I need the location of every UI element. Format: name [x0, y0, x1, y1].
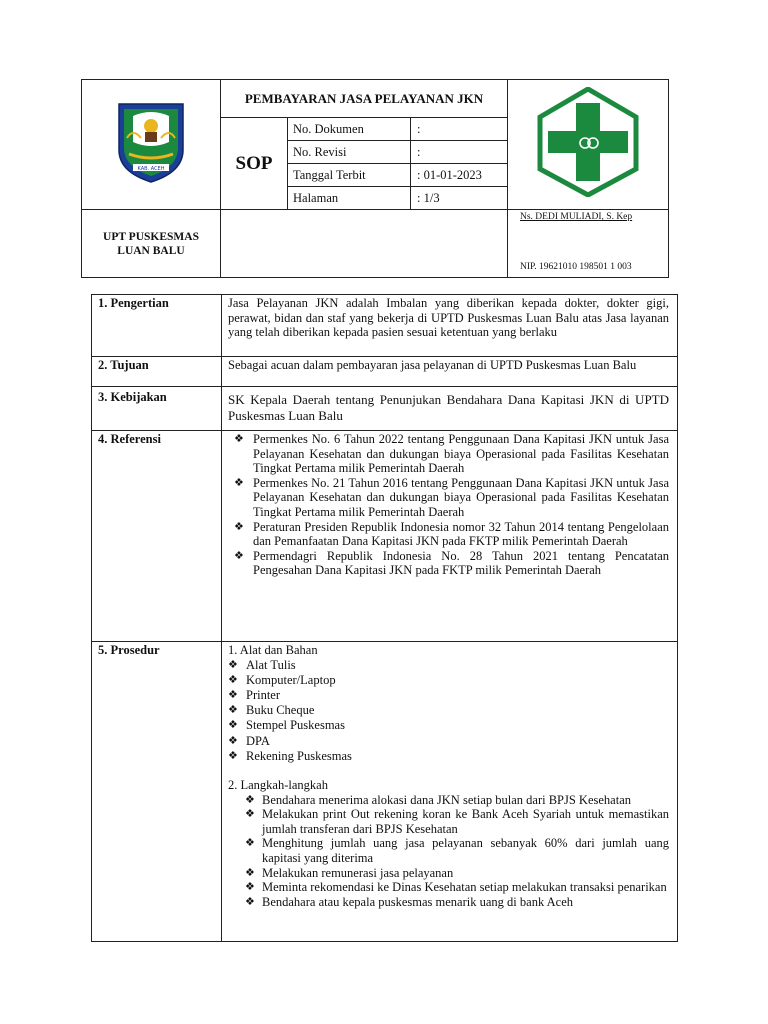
langkah-title: 2. Langkah-langkah	[228, 778, 328, 793]
alat-bahan-title: 1. Alat dan Bahan	[228, 643, 318, 657]
list-item: ❖ Meminta rekomendasi ke Dinas Kesehatan setiap melakukan transaksi penarikan	[245, 880, 667, 895]
list-item: ❖ Komputer/Laptop	[228, 672, 336, 687]
document-title: PEMBAYARAN JASA PELAYANAN JKN	[221, 80, 508, 118]
diamond-bullet-icon: ❖	[228, 689, 238, 701]
list-item: ❖ Permendagri Republik Indonesia No. 28 Tahun 2021 tentang Pencatatan Pengesahan Dana Kapitasi JKN pada FKTP milik Pemerintah Daerah	[234, 548, 669, 578]
diamond-bullet-icon: ❖	[245, 808, 255, 821]
list-item: ❖ Permenkes No. 6 Tahun 2022 tentang Penggunaan Dana Kapitasi JKN untuk Jasa Pelayanan Kesehatan dan dukungan biaya Operasional pada Fasilitas Kesehatan Tingkat Pertama milik Pemerintah Daerah	[234, 432, 669, 476]
diamond-bullet-icon: ❖	[245, 881, 255, 894]
list-item: ❖ Bendahara menerima alokasi dana JKN setiap bulan dari BPJS Kesehatan	[245, 792, 631, 807]
field-value-no-revisi: :	[411, 141, 508, 164]
diamond-bullet-icon: ❖	[245, 837, 255, 850]
puskesmas-cross-logo-icon	[532, 87, 644, 197]
logo-caption: KAB. ACEH	[137, 166, 165, 172]
list-item: ❖ Melakukan print Out rekening koran ke Bank Aceh Syariah untuk memastikan jumlah transferan dari BPJS Kesehatan	[245, 807, 669, 836]
diamond-bullet-icon: ❖	[234, 520, 244, 533]
list-item: ❖ Rekening Puskesmas	[228, 748, 352, 763]
list-item: ❖ Alat Tulis	[228, 657, 296, 672]
diamond-bullet-icon: ❖	[228, 749, 238, 762]
diamond-bullet-icon: ❖	[234, 549, 244, 562]
list-item: ❖ Printer	[228, 688, 281, 702]
label-referensi: 4. Referensi	[92, 431, 222, 642]
row-prosedur	[92, 642, 678, 942]
field-value-halaman: : 1/3	[411, 187, 508, 210]
diamond-bullet-icon: ❖	[228, 734, 238, 747]
list-item: ❖ Melakukan remunerasi jasa pelayanan	[245, 865, 454, 880]
blank-cell	[221, 210, 508, 278]
referensi-list	[224, 432, 669, 578]
signature-cell	[508, 210, 669, 278]
sop-header-table	[81, 79, 669, 278]
row-kebijakan	[92, 387, 678, 431]
row-referensi	[92, 431, 678, 642]
list-item: ❖ DPA	[228, 733, 270, 748]
list-item: ❖ Peraturan Presiden Republik Indonesia nomor 32 Tahun 2014 tentang Pengelolaan dan Pemanfaatan Dana Kapitasi JKN pada FKTP milik Pemerintah Daerah	[234, 519, 669, 549]
diamond-bullet-icon: ❖	[228, 704, 238, 717]
puskesmas-logo-cell	[508, 80, 669, 210]
signatory-nip: NIP. 19621010 198501 1 003	[520, 262, 632, 272]
field-label-no-revisi: No. Revisi	[288, 141, 411, 164]
label-tujuan: 2. Tujuan	[92, 357, 222, 387]
text-tujuan: Sebagai acuan dalam pembayaran jasa pelayanan di UPTD Puskesmas Luan Balu	[222, 357, 678, 387]
referensi-content	[222, 431, 678, 642]
list-item: ❖ Bendahara atau kepala puskesmas menarik uang di bank Aceh	[245, 894, 573, 909]
list-item: ❖ Permenkes No. 21 Tahun 2016 tentang Penggunaan Dana Kapitasi JKN untuk Jasa Pelayanan Kesehatan dan dukungan biaya Operasional pada Fasilitas Kesehatan Tingkat Pertama milik Pemerintah Daerah	[234, 475, 669, 519]
unit-name: UPT PUSKESMAS LUAN BALU	[82, 210, 221, 278]
diamond-bullet-icon: ❖	[228, 658, 238, 671]
text-pengertian: Jasa Pelayanan JKN adalah Imbalan yang diberikan kepada dokter, dokter gigi, perawat, bidan dan staf yang bekerja di UPTD Puskesmas Luan Balu atas Jasa layanan yang telah diberikan kepada pasien sesuai ketentuan yang berlaku	[222, 295, 678, 357]
label-kebijakan: 3. Kebijakan	[92, 387, 222, 431]
field-label-no-dokumen: No. Dokumen	[288, 118, 411, 141]
field-value-no-dokumen: :	[411, 118, 508, 141]
langkah-list	[228, 793, 669, 910]
diamond-bullet-icon: ❖	[245, 866, 255, 879]
label-prosedur: 5. Prosedur	[92, 642, 222, 942]
field-label-halaman: Halaman	[288, 187, 411, 210]
field-label-tanggal-terbit: Tanggal Terbit	[288, 164, 411, 187]
alat-bahan-list	[228, 658, 669, 764]
field-value-tanggal-terbit: : 01-01-2023	[411, 164, 508, 187]
row-tujuan	[92, 357, 678, 387]
sop-label: SOP	[221, 118, 288, 210]
diamond-bullet-icon: ❖	[245, 895, 255, 908]
regency-emblem-icon	[111, 98, 191, 186]
diamond-bullet-icon: ❖	[245, 793, 255, 806]
signatory-name: Ns. DEDI MULIADI, S. Kep	[520, 212, 633, 222]
sop-content-table	[91, 294, 678, 942]
label-pengertian: 1. Pengertian	[92, 295, 222, 357]
list-item: ❖ Stempel Puskesmas	[228, 718, 345, 733]
list-item: ❖ Menghitung jumlah uang jasa pelayanan sebanyak 60% dari jumlah uang kapitasi yang diterima	[245, 836, 669, 865]
diamond-bullet-icon: ❖	[234, 433, 244, 445]
regency-logo-cell	[82, 80, 221, 210]
list-item: ❖ Buku Cheque	[228, 703, 315, 718]
text-kebijakan: SK Kepala Daerah tentang Penunjukan Bendahara Dana Kapitasi JKN di UPTD Puskesmas Luan Balu	[222, 387, 678, 431]
row-pengertian	[92, 295, 678, 357]
diamond-bullet-icon: ❖	[228, 719, 238, 732]
diamond-bullet-icon: ❖	[234, 476, 244, 489]
prosedur-content	[222, 642, 678, 942]
diamond-bullet-icon: ❖	[228, 673, 238, 686]
